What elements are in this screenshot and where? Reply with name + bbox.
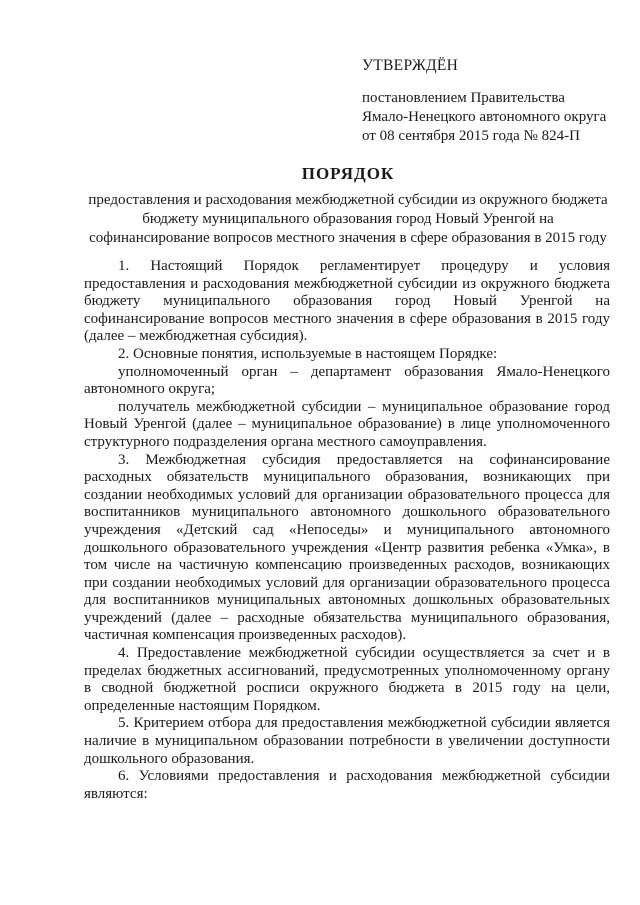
document-body [84,258,610,803]
paragraph-2: 2. Основные понятия, используемые в настоящем Порядке: [118,345,498,362]
paragraph-6: 6. Условиями предоставления и расходования межбюджетной субсидии являются: [84,768,610,802]
paragraph-3: 3. Межбюджетная субсидия предоставляется на софинансирование расходных обязательств муниципального образования, возникающих при создании необходимых условий для организации образовательного процесса для воспитанников муниципального автономного дошкольного образовательного учреждения «Детский сад «Непоседы» и муниципального автономного дошкольного образовательного учреждения «Центр развития ребенка «Умка», в том числе на частичную компенсацию произведенных расходов, возникающих при создании необходимых условий для организации образовательного процесса для воспитанников муниципальных автономных дошкольных образовательных учреждений (далее – расходные обязательства муниципального образования, частичная компенсация произведенных расходов). [84,451,610,644]
paragraph-2-definition-2: получатель межбюджетной субсидии – муниципальное образование город Новый Уренгой (далее – муниципальное образование) в лице уполномоченного структурного подразделения органа местного самоуправления. [84,398,610,450]
document-heading [88,164,608,248]
approval-stamp-heading: УТВЕРЖДЁН [362,57,459,74]
paragraph-4: 4. Предоставление межбюджетной субсидии осуществляется за счет и в пределах бюджетных ассигнований, предусмотренных уполномоченному органу в сводной бюджетной росписи окружного бюджета в 2015 году на цели, определенные настоящим Порядком. [84,645,610,714]
document-subtitle: предоставления и расходования межбюджетной субсидии из окружного бюджета бюджету муниципального образования город Новый Уренгой на софинансирование вопросов местного значения в сфере образования в 2015 году [88,192,608,246]
document-title: ПОРЯДОК [301,164,395,183]
paragraph-5: 5. Критерием отбора для предоставления межбюджетной субсидии является наличие в муниципальном образовании потребности в увеличении доступности дошкольного образования. [84,715,610,767]
paragraph-2-definition-1: уполномоченный орган – департамент образования Ямало-Ненецкого автономного округа; [84,363,610,398]
approval-block [362,56,622,146]
approval-line-1: постановлением Правительства [362,90,565,106]
approval-line-2: Ямало-Ненецкого автономного округа [362,109,607,125]
paragraph-1: 1. Настоящий Порядок регламентирует процедуру и условия предоставления и расходования межбюджетной субсидии из окружного бюджета бюджету муниципального образования город Новый Уренгой на софинансирование вопросов местного значения в сфере образования в 2015 году (далее – межбюджетная субсидия). [84,258,610,345]
approval-line-3: от 08 сентября 2015 года № 824-П [362,128,580,144]
